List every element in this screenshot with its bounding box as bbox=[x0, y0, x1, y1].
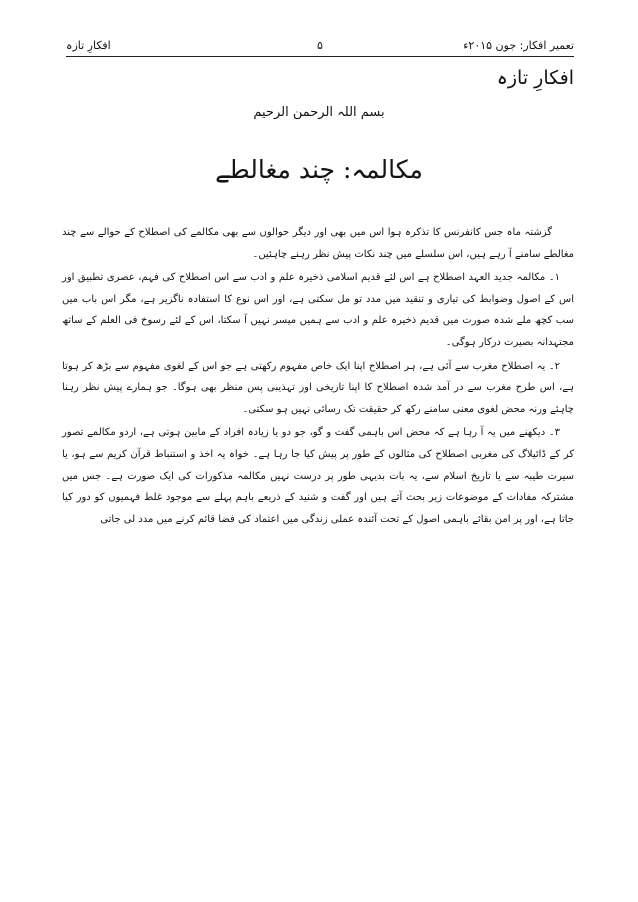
column-name: افکارِ تازہ bbox=[66, 39, 111, 52]
running-header bbox=[66, 38, 574, 56]
page-number: ۵ bbox=[317, 39, 323, 52]
paragraph-intro: گزشتہ ماہ جس کانفرنس کا تذکرہ ہوا اس میں بھی اور دیگر حوالوں سے بھی مکالمے کی اصطلاح کے حوالے سے چند مغالطے سامنے آ رہے ہیں، اس سلسلے میں چند نکات پیش نظر رہنے چاہئیں۔ bbox=[62, 227, 574, 260]
paragraph-point-3: ۳۔ دیکھنے میں یہ آ رہا ہے کہ محض اس باہمی گفت و گو، جو دو یا زیادہ افراد کے مابین ہوتی ہے، اردو مکالمے تصور کر کے ڈائیلاگ کی مغربی اصطلاح کی مثالوں کے طور پر پیش کیا جا رہا ہے۔ خواہ یہ اخذ و استنباط قرآن کریم سے ہو، یا سیرت طیبہ سے یا تاریخ اسلام سے، یہ بات بدیہی طور پر درست نہیں مکالمہ مذکورات کی ایک صورت ہے۔ جس میں مشترکہ مفادات کے موضوعات زیر بحث آتے ہیں اور گفت و شنید کے ذریعے باہم پہلے سے موجود غلط فہمیوں کو دور کیا جاتا ہے، اور پر امن بقائے باہمی اصول کے تحت آئندہ عملی زندگی میں اعتماد کی فضا قائم کرنے میں مدد لی جاتی bbox=[62, 427, 574, 525]
article-body bbox=[62, 222, 574, 532]
paragraph-point-2: ۲۔ یہ اصطلاح مغرب سے آئی ہے، ہر اصطلاح اپنا ایک خاص مفہوم رکھتی ہے جو اس کے لغوی مفہوم سے بڑھ کر ہوتا ہے، اس طرح مغرب سے در آمد شدہ اصطلاح کا اپنا تاریخی اور تہذیبی پس منظر بھی ہوگا۔ جو ہمارے پیش نظر رہنا چاہئے ورنہ محض لغوی معنی سامنے رکھ کر حقیقت تک رسائی نہیں ہو سکتی۔ bbox=[62, 360, 574, 415]
bismillah: بسم اللہ الرحمن الرحیم bbox=[253, 105, 385, 120]
section-title: افکارِ تازہ bbox=[496, 67, 574, 89]
article-title: مکالمہ: چند مغالطے bbox=[215, 155, 423, 184]
header-divider bbox=[66, 56, 574, 57]
paragraph-point-1: ۱۔ مکالمہ جدید العہد اصطلاح ہے اس لئے قدیم اسلامی ذخیرہ علم و ادب سے اس اصطلاح کی فہم، عصری تطبیق اور اس کے اصول وضوابط کی تیاری و تنقید میں مدد تو مل سکتی ہے، اور اس نوع کا استفادہ ناگزیر ہے، مگر اس باب میں سب کچھ ملے شدہ صورت میں قدیم ذخیرہ علم و ادب سے ہمیں میسر نہیں آ سکتا، اس کے لئے رسوخ فی العلم کے ساتھ مجتہدانہ بصیرت درکار ہوگی۔ bbox=[62, 272, 574, 348]
journal-name-date: تعمیر افکار: جون ۲۰۱۵ء bbox=[463, 39, 574, 52]
